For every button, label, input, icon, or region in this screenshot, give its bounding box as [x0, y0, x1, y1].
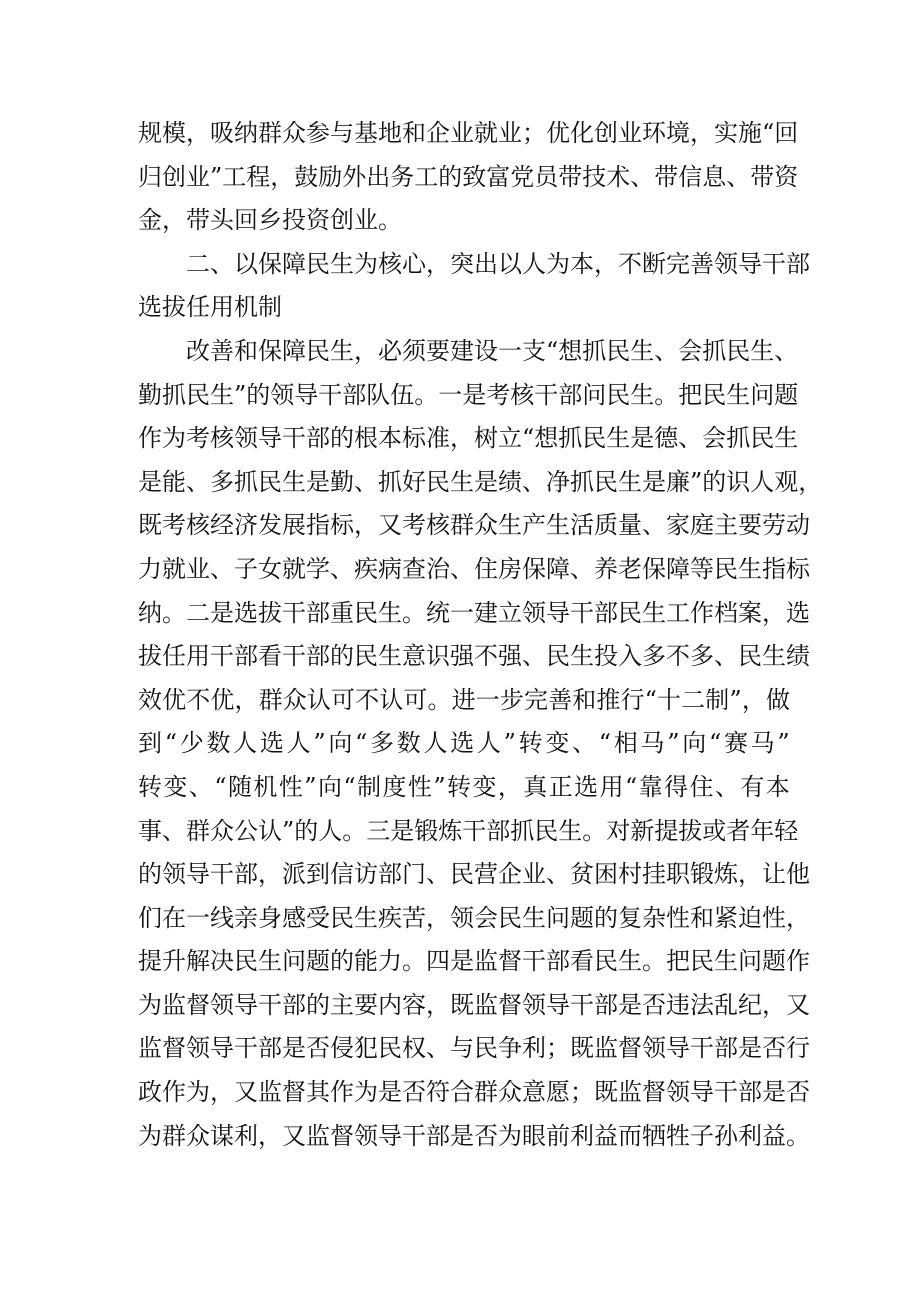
text-line: 政 作 为 ， 又 监 督 其 作 为 是 否 符 合 群 众 意 愿 ； 既 监 督 领 导 干 部 是 否	[138, 1078, 810, 1107]
text-line: 勤 抓 民 生 ” 的 领 导 干 部 队 伍 。 一 是 考 核 干 部 问 民 生 。 把 民 生 问 题	[138, 380, 799, 409]
text-line: 选拔任用机制	[138, 293, 282, 322]
text-line: 规 模 ， 吸 纳 群 众 参 与 基 地 和 企 业 就 业 ； 优 化 创 业 环 境 ， 实 施 “ 回	[138, 119, 799, 147]
text-line: 归 创 业 ” 工 程 ， 鼓 励 外 出 务 工 的 致 富 党 员 带 技 术 、 带 信 息 、 带 资	[138, 162, 799, 191]
text-line: 效 优 不 优 ， 群 众 认 可 不 认 可 。 进 一 步 完 善 和 推 行 “ 十 二 制 ” ， 做	[138, 685, 790, 714]
text-line: 转 变 、 “ 随 机 性 ” 向 “ 制 度 性 ” 转 变 ， 真 正 选 用 “ 靠 得 住 、 有 本	[138, 772, 790, 801]
text-line: 既 考 核 经 济 发 展 指 标 ， 又 考 核 群 众 生 产 生 活 质 量 、 家 庭 主 要 劳 动	[138, 511, 810, 540]
text-line: 监 督 领 导 干 部 是 否 侵 犯 民 权 、 与 民 争 利 ； 既 监 督 领 导 干 部 是 否 行	[138, 1034, 810, 1063]
text-line: 改 善 和 保 障 民 生 ， 必 须 要 建 设 一 支 “ 想 抓 民 生 、 会 抓 民 生 、	[186, 336, 799, 365]
text-line: 到 “ 少 数 人 选 人 ” 向 “ 多 数 人 选 人 ” 转 变 、 “ 相 马 ” 向 “ 赛 马 ”	[138, 729, 790, 758]
text-line: 为 群 众 谋 利 ， 又 监 督 领 导 干 部 是 否 为 眼 前 利 益 而 牺 牲 子 孙 利 益 。	[138, 1121, 810, 1150]
text-line: 纳 。 二 是 选 拔 干 部 重 民 生 。 统 一 建 立 领 导 干 部 民 生 工 作 档 案 ， 选	[138, 598, 810, 627]
text-line: 拔 任 用 干 部 看 干 部 的 民 生 意 识 强 不 强 、 民 生 投 入 多 不 多 、 民 生 绩	[138, 642, 810, 671]
text-line: 提 升 解 决 民 生 问 题 的 能 力 。 四 是 监 督 干 部 看 民 生 。 把 民 生 问 题 作	[138, 947, 810, 976]
text-line: 二 、 以 保 障 民 生 为 核 心 ， 突 出 以 人 为 本 ， 不 断 完 善 领 导 干 部	[186, 249, 810, 278]
text-line: 是 能 、 多 抓 民 生 是 勤 、 抓 好 民 生 是 绩 、 净 抓 民 生 是 廉 ” 的 识 人 观 ，	[138, 467, 823, 496]
document-body	[138, 112, 823, 1158]
text-line: 力 就 业 、 子 女 就 学 、 疾 病 查 治 、 住 房 保 障 、 养 老 保 障 等 民 生 指 标	[138, 554, 810, 583]
text-line: 的 领 导 干 部 ， 派 到 信 访 部 门 、 民 营 企 业 、 贫 困 村 挂 职 锻 炼 ， 让 他	[138, 860, 810, 889]
text-line: 金，带头回乡投资创业。	[138, 206, 402, 235]
text-line: 事 、 群 众 公 认 ” 的 人 。 三 是 锻 炼 干 部 抓 民 生 。 对 新 提 拔 或 者 年 轻	[138, 816, 799, 845]
text-line: 为 监 督 领 导 干 部 的 主 要 内 容 ， 既 监 督 领 导 干 部 是 否 违 法 乱 纪 ， 又	[138, 990, 810, 1019]
text-line: 作 为 考 核 领 导 干 部 的 根 本 标 准 ， 树 立 “ 想 抓 民 生 是 德 、 会 抓 民 生	[138, 424, 799, 453]
text-line: 们 在 一 线 亲 身 感 受 民 生 疾 苦 ， 领 会 民 生 问 题 的 复 杂 性 和 紧 迫 性 ，	[138, 903, 810, 932]
